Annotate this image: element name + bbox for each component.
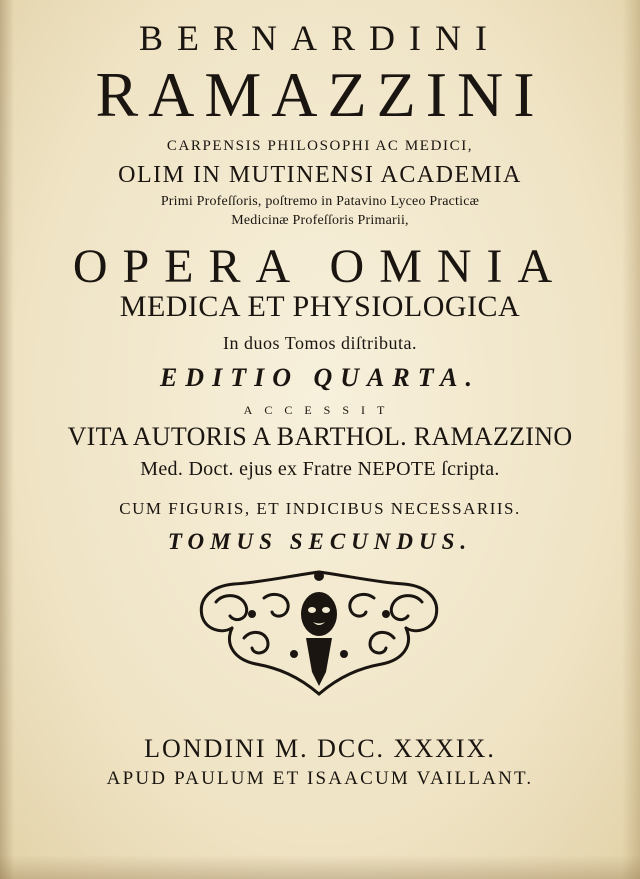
vita-line: VITA AUTORIS A BARTHOL. RAMAZZINO <box>67 422 573 451</box>
medicinae-line: Medicinæ Profeſſoris Primarii, <box>231 213 409 228</box>
accessit-line: ACCESSIT <box>243 403 397 417</box>
volume-line: TOMUS SECUNDUS. <box>167 529 473 554</box>
ornament-icon <box>194 568 444 698</box>
book-title: OPERA OMNIA <box>72 240 568 293</box>
volumes-line: In duos Tomos diſtributa. <box>223 333 417 353</box>
imprint-place-date: LONDINI M. DCC. XXXIX. <box>144 734 496 763</box>
professor-line: Primi Profeſſoris, poſtremo in Patavino Lyceo Practicæ <box>160 194 480 209</box>
edition-line: EDITIO QUARTA. <box>159 363 481 392</box>
imprint-publisher: APUD PAULUM ET ISAACUM VAILLANT. <box>106 768 534 789</box>
book-subtitle: MEDICA ET PHYSIOLOGICA <box>119 290 521 323</box>
author-description: CARPENSIS PHILOSOPHI AC MEDICI, <box>166 138 474 154</box>
academia-line: OLIM IN MUTINENSI ACADEMIA <box>118 162 522 188</box>
med-doct-line: Med. Doct. ejus ex Fratre NEPOTE ſcripta. <box>140 458 500 480</box>
author-last-name: RAMAZZINI <box>95 59 545 130</box>
page-edge-shadow-bottom <box>0 855 640 879</box>
figures-line: CUM FIGURIS, ET INDICIBUS NECESSARIIS. <box>119 499 521 518</box>
author-first-name: BERNARDINI <box>139 18 501 58</box>
